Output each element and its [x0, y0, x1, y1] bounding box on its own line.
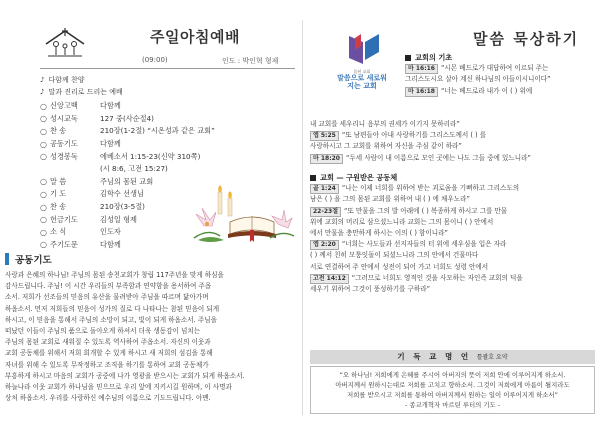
- verse-line: 마 16:16 “시몬 베드로가 대답하여 이르되 주는: [405, 63, 595, 74]
- program-row: ○ 찬 송 210장(3-5절): [40, 202, 145, 212]
- service-time: (09:00): [142, 56, 168, 64]
- bullet-icon: ○: [40, 202, 47, 212]
- prayer-line: 감사드립니다. 주님! 이 시간 우리들의 부족함과 연약함을 용서하여 주옵: [5, 282, 212, 291]
- verse-line: 22-23절 “또 만물을 그의 발 아래에 ( ) 복종하게 하시고 그를 만물: [310, 206, 595, 217]
- common-prayer-text: [5, 270, 295, 404]
- program-row: ○ 말 씀 주님의 몸된 교회: [40, 176, 154, 187]
- verse-line: 사랑하시고 그 교회를 위하여 자신을 주심 같이 하라”: [310, 142, 462, 151]
- quote-attribution: - 종교개혁자 마르틴 루터의 기도 -: [404, 401, 501, 409]
- program-row: ○ 신앙고백 다함께: [40, 101, 121, 111]
- column-divider: [302, 20, 303, 415]
- verse-line: 남은 ( ) 을 그의 몸된 교회를 위하여 내 ( ) 에 채우노라”: [310, 195, 470, 204]
- prayer-line: 하늘나라 이웃 교회가 하나님을 믿으므로 우리 앞에 지키시길 원하며, 이 사명과: [5, 383, 232, 392]
- program-row: ○ 성시교독 127 중(사순절4): [40, 113, 154, 124]
- music-note-icon: ♪: [40, 88, 45, 96]
- prayer-line: 상처 하옵소서. 우리를 사랑하신 예수님의 이름으로 기도드립니다. 아멘.: [5, 394, 211, 403]
- prayer-line: 하시고, 이 믿음을 통해서 주님의 소망이 되고, 빛이 되게 하옵소서. 주님을: [5, 315, 217, 324]
- bullet-icon: ○: [40, 227, 47, 237]
- verse-line: 그리스도시요 살아 계신 하나님의 아들이시니이다”: [405, 75, 551, 84]
- bullet-icon: ○: [40, 215, 47, 225]
- verse-line: 에서 만물을 충만하게 하시는 이의 ( ) 함이니라”: [310, 229, 448, 238]
- opening-notes: [40, 74, 123, 98]
- program-row: ○ 찬 송 210장(1-2절) “시온성과 같은 교회”: [40, 126, 215, 136]
- service-title: 주일아침예배: [150, 28, 240, 46]
- bullet-icon: ○: [40, 126, 47, 136]
- church-family-icon: [44, 28, 86, 58]
- verse-line: 마 16:18 “너는 베드로라 내가 이 ( ) 위에: [405, 86, 595, 97]
- church-logo: [335, 32, 389, 94]
- verse-line: 엡 2:20 “너희는 사도들과 선지자들의 터 위에 세우심을 입은 자라: [310, 239, 595, 250]
- verse-line: 엡 5:25 “또 남편들아 아내 사랑하기를 그리스도께서 ( ) 를: [310, 130, 595, 141]
- bullet-icon: ○: [40, 177, 47, 187]
- program-row: ○ 헌금기도 김성일 형제: [40, 214, 138, 225]
- saved-community-section: [310, 172, 595, 295]
- program-row: ○ 공동기도 다함께: [40, 139, 121, 149]
- bullet-icon: ○: [40, 189, 47, 199]
- verse-line: 위에 교회의 머리로 삼으셨느니라 교회는 그의 몸이니 ( ) 안에서: [310, 217, 494, 226]
- verse-line: 골 1:24 “나는 이제 너희를 위하여 받는 괴로움을 기뻐하고 그리스도의: [310, 183, 595, 194]
- meditation-column: [305, 0, 600, 425]
- prayer-line: 사랑과 은혜의 하나님! 주님의 몸된 송천교회가 창립 117주년을 맞게 하심을: [5, 271, 224, 279]
- prayer-line: 하옵소서. 먼저 저희들의 믿음이 성가의 질로 다 나타나는 참된 믿음이 되게: [5, 304, 220, 313]
- prayer-line: 떠났던 이들이 주님의 품으로 돌아오게 하셔서 더욱 생동감이 넘치는: [5, 327, 201, 336]
- square-bullet-icon: [310, 175, 316, 181]
- common-prayer-heading: 공동기도: [5, 252, 52, 266]
- verse-line: 고전 14:12 “그러므로 너희도 영적인 것을 사모하는 자인즉 교회의 덕을: [310, 273, 595, 284]
- church-logo-icon: [341, 32, 383, 66]
- quote-line: 저희를 받으시고 저희를 통하여 아버지께서 원하는 일이 이루어지게 하소서”: [347, 391, 558, 399]
- heading-accent-bar: [5, 253, 9, 265]
- foundation-section: [405, 52, 595, 97]
- quote-line: “오 하나님! 저희에게 은혜를 주시어 아버지의 뜻이 저희 안에 이루어지게 하소서.: [339, 371, 566, 379]
- quote-box-heading: 기 독 교 명 언 틀괄호 요약: [310, 350, 595, 364]
- verse-line: 서로 연결하여 주 안에서 성전이 되어 가고 너희도 성령 안에서: [310, 262, 489, 271]
- bullet-icon: ○: [40, 114, 47, 124]
- verse-line: 세우기 위하여 그것이 풍성하기를 구하라”: [310, 285, 431, 294]
- bible-candle-lily-illustration: [190, 178, 295, 246]
- prayer-line: 부흥하게 하시고 마음의 교회가 공중에 나가 영광을 받으시는 교회가 되게 하옵소서.: [5, 371, 245, 380]
- foundation-section-continued: [310, 119, 595, 164]
- note-worship: ♪ 말과 진리로 드리는 예배: [40, 88, 123, 96]
- logo-slogan: 말씀으로 새로워지는 교회: [337, 74, 387, 90]
- program-row: ○ 성경봉독 에베소서 1:15-23(신약 310쪽): [40, 151, 201, 162]
- music-note-icon: ♪: [40, 76, 45, 84]
- verse-line: 마 18:20 “두세 사람이 내 이름으로 모인 곳에는 나도 그들 중에 있느니라”: [310, 153, 595, 164]
- bullet-icon: ○: [40, 152, 47, 162]
- quote-line: 아버지께서 원하시는대로 저희를 고치고 향하소서. 그것이 저희에게 아름이 될지라도: [335, 381, 570, 389]
- section-heading: 교회의 기초: [405, 52, 595, 63]
- prayer-line: 교회 공동체를 위해서 저희 회개할 수 있게 하시고 새 저희의 섬김을 통해: [5, 349, 213, 358]
- bullet-icon: ○: [40, 240, 47, 250]
- bullet-icon: ○: [40, 139, 47, 149]
- program-row: ○ 주기도문 다함께: [40, 239, 121, 250]
- prayer-line: 소서. 저희가 선조들의 믿음의 유산을 물려받아 주님을 따르며 닮아가며: [5, 293, 209, 302]
- header-divider: [40, 68, 295, 69]
- service-leader: 인도 : 박인혁 형제: [222, 57, 279, 65]
- note-praise: ♪ 다함께 찬양: [40, 76, 85, 84]
- program-row: ○ 소 식 인도자: [40, 227, 121, 237]
- logo-caption: 몸된 교회: [353, 69, 371, 74]
- quote-box: [310, 366, 595, 414]
- square-bullet-icon: [405, 55, 411, 61]
- program-row: (시 8:6, 고전 15:27): [100, 164, 168, 174]
- prayer-line: 자녀를 위해 수 있도록 무작정하고 조직을 하기를 통하여 교회 공동체가: [5, 360, 209, 369]
- bullet-icon: ○: [40, 101, 47, 111]
- section-heading: 교회 — 구원받은 공동체: [310, 172, 595, 183]
- verse-line: ( ) 께서 친히 모퉁잇돌이 되셨느니라 그의 안에서 건물마다: [310, 251, 479, 260]
- program-row: ○ 기 도 김학수 선생님: [40, 189, 144, 199]
- verse-line: 내 교회를 세우리니 음부의 권세가 이기지 못하리라”: [310, 120, 460, 128]
- prayer-line: 주님의 몸된 교회로 새워질 수 있도록 역사하여 주옵소서. 자신의 이웃과: [5, 338, 211, 347]
- meditation-title: 말씀 묵상하기: [473, 30, 580, 48]
